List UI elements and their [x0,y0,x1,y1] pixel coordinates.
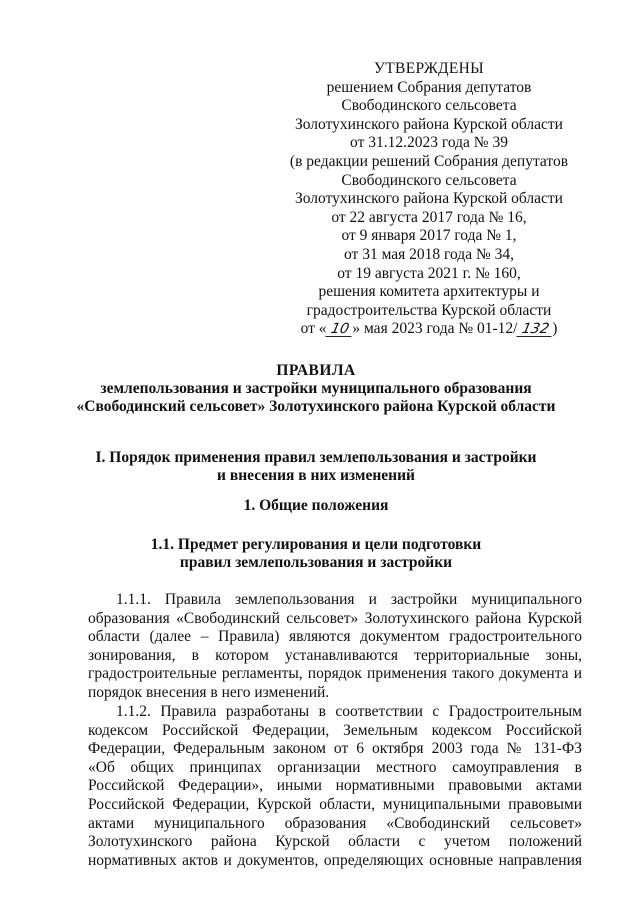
approval-line: от 9 января 2017 года № 1, [341,227,517,245]
paragraph-line: области (далее – Правила) являются документом градостроительного [88,628,582,646]
subsection-heading-line-1: 1.1. Предмет регулирования и цели подготовки [150,536,482,553]
approval-line: от 19 августа 2021 г. № 160, [337,264,521,282]
paragraph-line: образования «Свободинский сельсовет» Золотухинского района Курской [88,609,582,627]
paragraph-line: градостроительные регламенты, порядок применения такого документа и [88,665,582,683]
subsection-heading-line-2: правил землепользования и застройки [179,554,453,571]
approval-line: Золотухинского района Курской области [295,115,563,133]
approval-line: решением Собрания депутатов [326,78,532,96]
approval-line: от 31 мая 2018 года № 34, [344,245,514,263]
approval-line: от 31.12.2023 года № 39 [350,134,508,152]
paragraph-line: 1.1.2. Правила разработаны в соответствии с Градостроительным [116,703,582,720]
approval-line: решения комитета архитектуры и [318,283,540,301]
paragraph-line: зонирования, в котором устанавливаются территориальные зоны, [88,646,582,664]
chapter-heading: 1. Общие положения [243,497,389,514]
approval-line: Свободинского сельсовета [341,171,517,189]
paragraph-line: Российской Федерации, Курской области, муниципальными правовыми [88,795,582,813]
section-heading-line-1: I. Порядок применения правил землепользования и застройки [95,449,537,466]
paragraph-line: Российской Федерации», иными нормативными правовыми актами [88,777,582,795]
handwritten-number: 132 [516,322,554,337]
approval-line: Золотухинского района Курской области [295,190,563,208]
approval-line: Свободинского сельсовета [341,97,517,115]
approval-last-prefix: от « [300,320,327,338]
paragraph-line: Федерации, Федеральным законом от 6 октября 2003 года № 131-ФЗ [88,740,582,758]
approval-last-line [282,320,576,339]
handwritten-day: 10 [325,322,354,337]
paragraph-line: Золотухинского района Курской области с учетом положений [88,833,582,851]
section-heading-line-2: и внесения в них изменений [217,467,415,484]
document-title: ПРАВИЛА [276,362,356,379]
approval-title: УТВЕРЖДЕНЫ [374,60,484,77]
document-subtitle-line-1: землепользования и застройки муниципального образования [100,380,532,397]
paragraph-line: «Об общих принципах организации местного самоуправления в [88,758,582,776]
approval-stamp-block [282,60,576,339]
approval-last-mid: » мая 2023 года № 01-12/ [352,320,518,338]
document-subtitle-line-2: «Свободинский сельсовет» Золотухинского района Курской области [76,398,556,415]
paragraph-1-1-2 [88,703,582,870]
paragraph-line: нормативных актов и документов, определяющих основные направления [88,851,582,869]
approval-line: градостроительства Курской области [306,301,552,319]
approval-line: (в редакции решений Собрания депутатов [289,152,569,170]
paragraph-line: кодексом Российской Федерации, Земельным кодексом Российской [88,721,582,739]
paragraph-1-1-1 [88,591,582,703]
paragraph-line: порядок внесения в него изменений. [88,683,330,701]
approval-last-suffix: ) [552,320,558,338]
approval-line: от 22 августа 2017 года № 16, [331,208,527,226]
paragraph-line: 1.1.1. Правила землепользования и застройки муниципального [116,591,582,608]
paragraph-line: актами муниципального образования «Свободинский сельсовет» [88,814,582,832]
